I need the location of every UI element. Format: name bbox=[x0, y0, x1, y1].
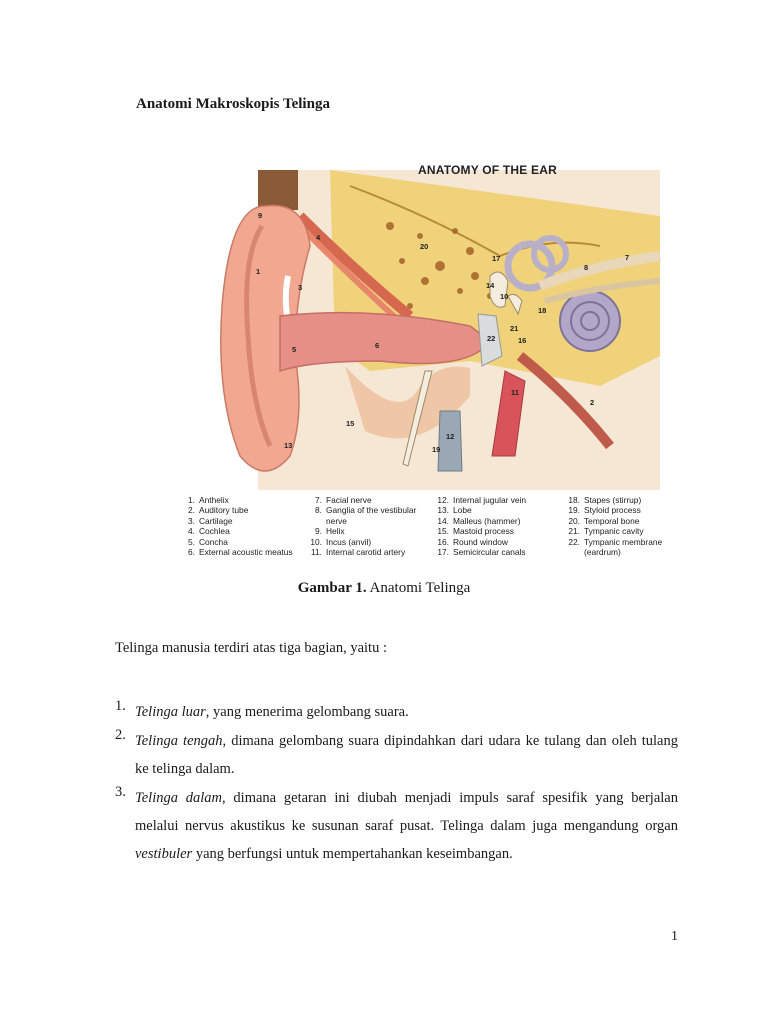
label-1: 1 bbox=[256, 267, 261, 276]
legend-name: Tympanic cavity bbox=[584, 526, 644, 537]
legend-column-1 bbox=[182, 495, 293, 557]
list-item-text bbox=[135, 784, 678, 868]
legend-number: 22. bbox=[568, 536, 580, 547]
legend-number: 3. bbox=[188, 515, 195, 526]
legend-name: Incus (anvil) bbox=[326, 536, 372, 547]
legend-number: 10. bbox=[310, 536, 322, 547]
label-6: 6 bbox=[375, 341, 380, 350]
list-item-description: , yang menerima gelombang suara. bbox=[205, 704, 409, 720]
label-9: 9 bbox=[258, 211, 263, 220]
legend-item bbox=[567, 537, 662, 558]
ear-anatomy-figure bbox=[170, 156, 668, 568]
label-18: 18 bbox=[538, 306, 547, 315]
legend-number: 13. bbox=[437, 505, 449, 516]
legend-item bbox=[309, 537, 416, 547]
label-5: 5 bbox=[292, 345, 297, 354]
legend-number: 18. bbox=[568, 495, 580, 505]
caption-label: Gambar 1. bbox=[297, 580, 367, 596]
legend-column-2 bbox=[309, 495, 416, 557]
legend-number: 15. bbox=[437, 526, 449, 537]
label-22: 22 bbox=[487, 334, 496, 343]
legend-item bbox=[567, 526, 662, 536]
label-12: 12 bbox=[446, 432, 455, 441]
list-item bbox=[115, 698, 678, 726]
legend-name: Stapes (stirrup) bbox=[584, 495, 642, 505]
legend-number: 1. bbox=[188, 495, 195, 505]
legend-name: Ganglia of the vestibular nerve bbox=[326, 505, 417, 526]
legend-name: Auditory tube bbox=[199, 505, 249, 516]
label-7: 7 bbox=[625, 253, 630, 262]
label-19: 19 bbox=[432, 445, 441, 454]
legend-item bbox=[567, 495, 662, 505]
label-11: 11 bbox=[511, 388, 519, 397]
label-21: 21 bbox=[510, 324, 519, 333]
legend-name: Internal jugular vein bbox=[453, 495, 527, 505]
legend-item bbox=[309, 547, 416, 557]
legend-column-4 bbox=[567, 495, 662, 557]
label-3: 3 bbox=[298, 283, 303, 292]
legend-item bbox=[436, 516, 526, 526]
legend-item bbox=[309, 495, 416, 505]
legend-name: External acoustic meatus bbox=[199, 547, 293, 558]
figure-legend bbox=[182, 495, 668, 565]
list-item-number: 3. bbox=[115, 784, 126, 800]
list-item-term: Telinga tengah bbox=[135, 733, 223, 749]
legend-name: Mastoid process bbox=[453, 526, 514, 537]
intro-paragraph: Telinga manusia terdiri atas tiga bagian, yaitu : bbox=[115, 640, 387, 656]
section-heading: Anatomi Makroskopis Telinga bbox=[136, 96, 330, 112]
legend-item bbox=[436, 505, 526, 515]
legend-item bbox=[436, 495, 526, 505]
label-17: 17 bbox=[492, 254, 501, 263]
legend-number: 2. bbox=[188, 505, 195, 516]
page-number: 1 bbox=[671, 929, 678, 944]
list-item-description-end: yang berfungsi untuk mempertahankan keseimbangan. bbox=[192, 846, 513, 862]
numbered-list bbox=[115, 698, 678, 868]
legend-number: 11. bbox=[310, 547, 322, 558]
legend-item bbox=[436, 537, 526, 547]
legend-name: Malleus (hammer) bbox=[453, 515, 521, 526]
legend-name: Tympanic membrane (eardrum) bbox=[584, 536, 663, 558]
legend-number: 8. bbox=[315, 505, 322, 516]
legend-item bbox=[182, 526, 293, 536]
legend-name: Round window bbox=[453, 536, 508, 547]
legend-item bbox=[182, 537, 293, 547]
legend-name: Cartilage bbox=[199, 515, 233, 526]
legend-number: 20. bbox=[568, 515, 580, 526]
label-8: 8 bbox=[584, 263, 589, 272]
cochlea-shape bbox=[560, 291, 620, 351]
legend-number: 12. bbox=[437, 495, 449, 505]
label-2: 2 bbox=[590, 398, 595, 407]
list-item-term-vestibuler: vestibuler bbox=[135, 846, 193, 862]
list-item-description: , dimana gelombang suara dipindahkan dari udara ke tulang dan oleh tulang ke telinga dalam. bbox=[135, 733, 678, 777]
legend-item bbox=[182, 495, 293, 505]
legend-item bbox=[309, 526, 416, 536]
legend-number: 14. bbox=[437, 515, 449, 526]
legend-item bbox=[309, 505, 416, 526]
legend-number: 6. bbox=[188, 547, 195, 558]
list-item bbox=[115, 784, 678, 868]
list-item-number: 1. bbox=[115, 698, 126, 714]
legend-name: Temporal bone bbox=[584, 515, 640, 526]
legend-number: 19. bbox=[568, 505, 580, 516]
legend-name: Lobe bbox=[453, 505, 472, 516]
legend-name: Semicircular canals bbox=[453, 547, 526, 558]
legend-item bbox=[182, 505, 293, 515]
list-item-number: 2. bbox=[115, 727, 126, 743]
list-item-text bbox=[135, 727, 678, 783]
legend-name: Anthelix bbox=[199, 495, 229, 505]
label-16: 16 bbox=[518, 336, 527, 345]
legend-number: 9. bbox=[315, 526, 322, 537]
caption-text: Anatomi Telinga bbox=[369, 580, 471, 596]
legend-name: Concha bbox=[199, 536, 228, 547]
legend-item bbox=[182, 547, 293, 557]
legend-name: Styloid process bbox=[584, 505, 641, 516]
label-4: 4 bbox=[316, 233, 321, 242]
label-14: 14 bbox=[486, 281, 495, 290]
label-13: 13 bbox=[284, 441, 293, 450]
list-item-description: , dimana getaran ini diubah menjadi impuls saraf spesifik yang berjalan melalui nervus akustikus ke susunan saraf pusat. Telinga dalam juga mengandung organ bbox=[135, 790, 678, 834]
label-20: 20 bbox=[420, 242, 429, 251]
legend-name: Internal carotid artery bbox=[326, 547, 406, 558]
legend-number: 7. bbox=[315, 495, 322, 505]
legend-column-3 bbox=[436, 495, 526, 557]
legend-number: 4. bbox=[188, 526, 195, 537]
legend-item bbox=[182, 516, 293, 526]
list-item-term: Telinga luar bbox=[135, 704, 206, 720]
legend-name: Cochlea bbox=[199, 526, 230, 537]
figure-caption bbox=[0, 580, 768, 597]
legend-number: 16. bbox=[437, 536, 449, 547]
legend-item bbox=[436, 526, 526, 536]
legend-number: 5. bbox=[188, 536, 195, 547]
legend-number: 17. bbox=[437, 547, 449, 558]
list-item bbox=[115, 727, 678, 783]
ear-anatomy-illustration bbox=[170, 156, 668, 496]
label-15: 15 bbox=[346, 419, 355, 428]
legend-number: 21. bbox=[568, 526, 580, 537]
legend-name: Helix bbox=[326, 526, 345, 537]
list-item-text bbox=[135, 698, 678, 726]
list-item-term: Telinga dalam bbox=[135, 790, 223, 806]
legend-item bbox=[567, 516, 662, 526]
legend-name: Facial nerve bbox=[326, 495, 372, 505]
legend-item bbox=[436, 547, 526, 557]
illustration-title: ANATOMY OF THE EAR bbox=[418, 163, 557, 177]
label-10: 10 bbox=[500, 292, 509, 301]
legend-item bbox=[567, 505, 662, 515]
